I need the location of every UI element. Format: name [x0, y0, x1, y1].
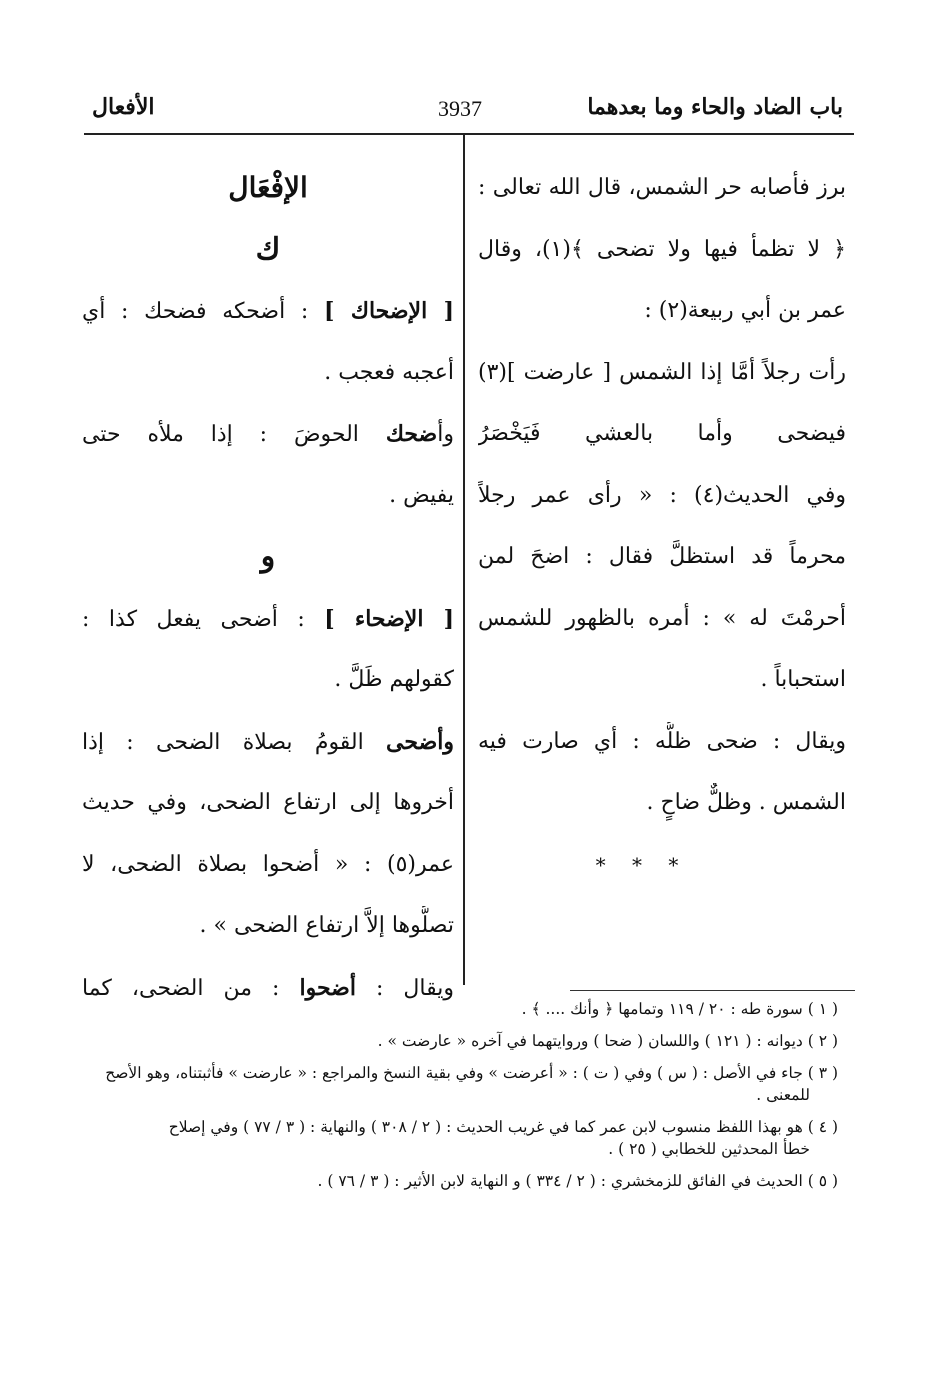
text-line: أحرمْتَ له » : أمره بالظهور للشمس — [478, 605, 846, 631]
footnote-3: ( ٣ ) جاء في الأصل : ( س ) وفي ( ت ) : « أعرضت » وفي بقية النسخ والمراجع : « عارضت » فأثبتناه، وهو الأصح للمعنى . — [105, 1064, 838, 1104]
left-column — [82, 168, 454, 1029]
text-line: وفي الحديث(٤) : « رأى عمر رجلاً — [478, 482, 846, 508]
entry-line: أخروها إلى ارتفاع الضحى، وفي حديث — [82, 790, 454, 815]
text-line: الشمس . وظلٌّ ضاحٍ . — [646, 790, 846, 815]
footnote-rule — [570, 990, 855, 991]
section-separator-stars: * * * — [595, 852, 689, 877]
footnote-2: ( ٢ ) ديوانه : ( ١٢١ ) واللسان ( ضحا ) وروايتهما في آخره « عارضت » . — [377, 1032, 838, 1050]
entry-line: [ الإضحاك ] : أضحكه فضحك : أي — [82, 298, 454, 324]
footnote-4: ( ٤ ) هو بهذا اللفظ منسوب لابن عمر كما في غريب الحديث : ( ٢ / ٣٠٨ ) والنهاية : ( ٣ / ٧٧ ) وفي إصلاح خطأ المحدثين للخطابي ( ٢٥ ) . — [168, 1118, 838, 1158]
entry-line: ويقال : أضحوا : من الضحى، كما — [82, 974, 454, 1001]
right-column — [478, 168, 846, 906]
text-line: عمر بن أبي ربيعة(٢) : — [644, 298, 846, 323]
entry-line: وأضحك الحوضَ : إذا ملأه حتى — [82, 421, 454, 447]
entry-term: أضحوا — [299, 974, 356, 1001]
entry-term: ضحك — [385, 421, 438, 447]
entry-line: عمر(٥) : « أضحوا بصلاة الضحى، لا — [82, 851, 454, 877]
entry-line: كقولهم ظَلَّ . — [334, 667, 454, 692]
entry-term: [ الإضحاء ] — [324, 605, 454, 632]
letter-heading-kaf: ك — [255, 231, 281, 267]
footnotes — [88, 998, 838, 1202]
entry-term: [ الإضحاك ] — [324, 298, 454, 324]
footnote-1: ( ١ ) سورة طه : ٢٠ / ١١٩ وتمامها ﴿ وأنك .... ﴾ . — [521, 1000, 838, 1018]
entry-line: [ الإضحاء ] : أضحى يفعل كذا : — [82, 605, 454, 632]
column-divider — [463, 135, 465, 985]
text-line: محرماً قد استظلَّ فقال : اضحَ لمن — [478, 544, 846, 569]
verse-line: رأت رجلاً أمَّا إذا الشمس [ عارضت ](٣) — [478, 359, 846, 385]
chapter-heading: الإفْعَال — [228, 171, 308, 204]
text-line: ويقال : ضحى ظلُّه : أي صارت فيه — [478, 728, 846, 754]
page-number: 3937 — [438, 96, 482, 121]
text-line: برز فأصابه حر الشمس، قال الله تعالى : — [478, 175, 846, 200]
header-rule — [84, 133, 854, 135]
running-header-chapter: الأفعال — [92, 94, 155, 120]
letter-heading-waw: و — [260, 539, 276, 574]
entry-line: أعجبه فعجب . — [324, 359, 454, 385]
footnote-5: ( ٥ ) الحديث في الفائق للزمخشري : ( ٢ / ٣٣٤ ) و النهاية لابن الأثير : ( ٣ / ٧٦ ) . — [317, 1172, 838, 1190]
text-line: ﴿ لا تظمأ فيها ولا تضحى ﴾(١)، وقال — [478, 236, 846, 262]
verse-line: فيضحى وأما بالعشي فَيَخْصَرُ — [478, 421, 846, 446]
running-header-section: باب الضاد والحاء وما بعدهما — [587, 94, 843, 120]
entry-line: وأضحى القومُ بصلاة الضحى : إذا — [82, 728, 454, 755]
entry-line: تصلُّوها إلاَّ ارتفاع الضحى » . — [199, 913, 454, 938]
entry-term: وأضحى — [386, 728, 454, 755]
text-line: استحباباً . — [760, 667, 846, 692]
entry-line: يفيض . — [389, 482, 454, 508]
